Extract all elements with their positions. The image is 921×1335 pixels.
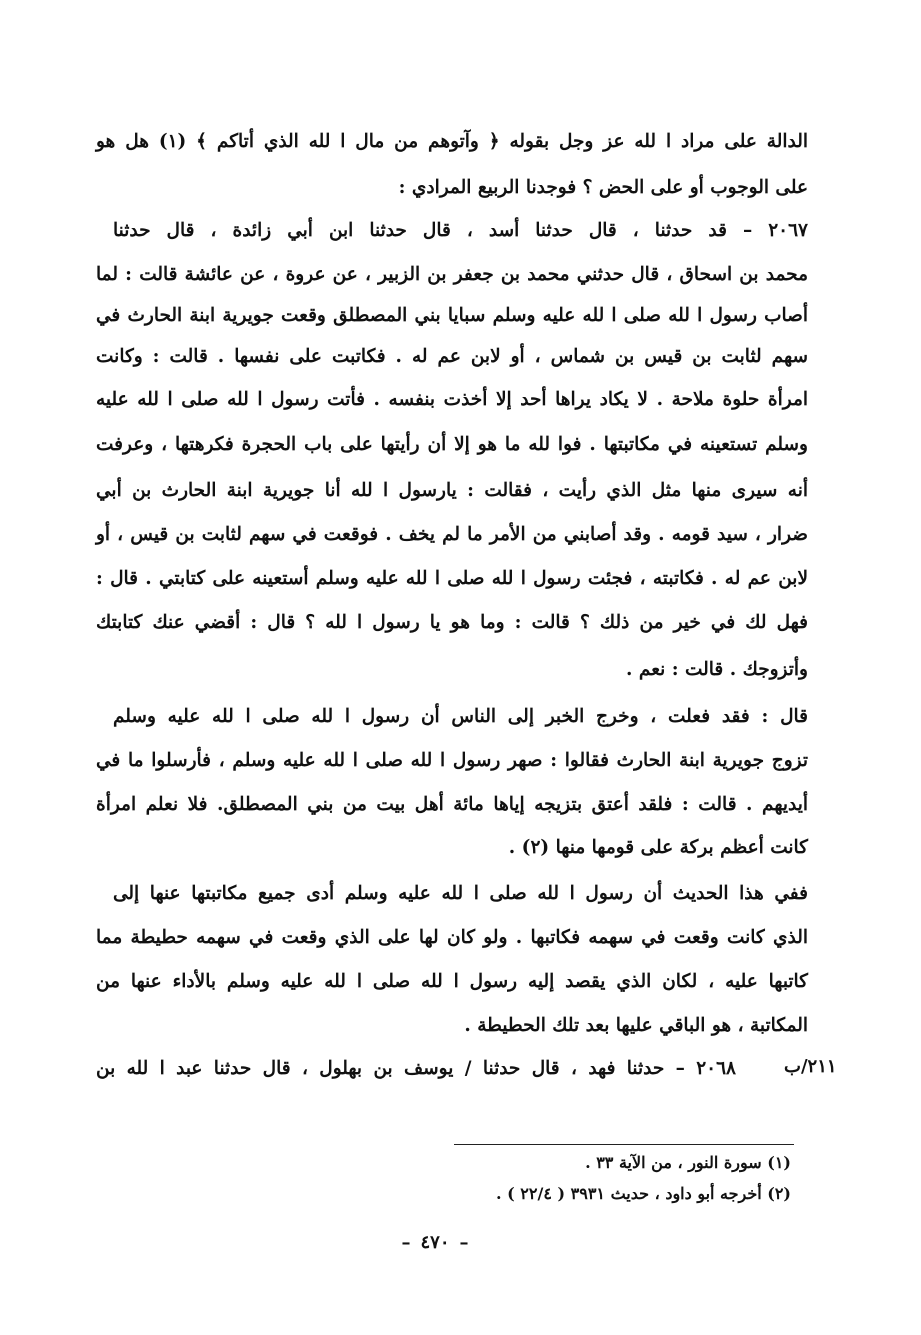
page-number: [380, 1232, 490, 1253]
hadith-2068-start: ٢٠٦٨ – حدثنا فهد ، قال حدثنا / يوسف بن بهلول ، قال حدثنا عبد ا لله بن: [96, 1058, 736, 1079]
footnote-separator: [454, 1144, 794, 1145]
text-line-12: فهل لك في خير من ذلك ؟ قالت : وما هو يا رسول ا لله ؟ قال : أقضي عنك كتابتك: [96, 612, 808, 633]
text-line-16: أيديهم . قالت : فلقد أعتق بتزيجه إياها مائة أهل بيت من بني المصطلق. فلا نعلم امرأة: [96, 794, 808, 815]
text-line-15: تزوج جويرية ابنة الحارث فقالوا : صهر رسول ا لله صلى ا لله عليه وسلم ، فأرسلوا ما في: [96, 750, 808, 771]
text-line-11: لابن عم له . فكاتبته ، فجئت رسول ا لله صلى ا لله عليه وسلم أستعينه على كتابتي . قال :: [96, 568, 808, 589]
dash-decoration: –: [401, 1232, 411, 1253]
text-line-9: أنه سيرى منها مثل الذي رأيت ، فقالت : يارسول ا لله أنا جويرية ابنة الحارث بن أبي: [96, 480, 808, 501]
text-line-20: كاتبها عليه ، لكان الذي يقصد إليه رسول ا لله صلى ا لله عليه وسلم بالأداء عنها من: [96, 971, 808, 992]
manuscript-folio-note: ٢١١/ب: [784, 1056, 837, 1077]
text-line-19: الذي كانت وقعت في سهمه فكاتبها . ولو كان لها على الذي وقعت في سهمه حطيطة مما: [96, 927, 808, 948]
text-line-8: وسلم تستعينه في مكاتبتها . فوا لله ما هو إلا أن رأيتها على باب الحجرة فكرهتها ، وعرفت: [96, 434, 808, 455]
hadith-2067-start: ٢٠٦٧ – قد حدثنا ، قال حدثنا أسد ، قال حدثنا ابن أبي زائدة ، قال حدثنا: [113, 220, 808, 241]
footnote-1: (١) سورة النور ، من الآية ٣٣ .: [585, 1153, 791, 1172]
page-number-value: ٤٧٠: [420, 1232, 450, 1253]
text-line-6: سهم لثابت بن قيس بن شماس ، أو لابن عم له . فكاتبت على نفسها . قالت : وكانت: [96, 346, 808, 367]
text-line-4: محمد بن اسحاق ، قال حدثني محمد بن جعفر بن الزبير ، عن عروة ، عن عائشة قالت : لما: [96, 264, 808, 285]
text-line-14: قال : فقد فعلت ، وخرج الخبر إلى الناس أن رسول ا لله صلى ا لله عليه وسلم: [113, 706, 808, 727]
text-line-17: كانت أعظم بركة على قومها منها (٢) .: [508, 837, 808, 858]
text-line-2: على الوجوب أو على الحض ؟ فوجدنا الربيع المرادي :: [398, 177, 808, 198]
footnote-2: (٢) أخرجه أبو داود ، حديث ٣٩٣١ ( ٢٢/٤ ) .: [496, 1184, 791, 1203]
text-line-1: الدالة على مراد ا لله عز وجل بقوله ﴿ وآتوهم من مال ا لله الذي أتاكم ﴾ (١) هل هو: [96, 131, 808, 152]
text-line-7: امرأة حلوة ملاحة . لا يكاد يراها أحد إلا أخذت بنفسه . فأتت رسول ا لله صلى ا لله عليه: [96, 389, 808, 410]
text-line-18: ففي هذا الحديث أن رسول ا لله صلى ا لله عليه وسلم أدى جميع مكاتبتها عنها إلى: [113, 883, 808, 904]
text-line-5: أصاب رسول ا لله صلى ا لله عليه وسلم سبايا بني المصطلق وقعت جويرية ابنة الحارث في: [96, 305, 808, 326]
text-line-21: المكاتبة ، هو الباقي عليها بعد تلك الحطيطة .: [464, 1015, 808, 1036]
text-line-13: وأتزوجك . قالت : نعم .: [626, 659, 808, 680]
dash-decoration: –: [459, 1232, 469, 1253]
text-line-10: ضرار ، سيد قومه . وقد أصابني من الأمر ما لم يخف . فوقعت في سهم لثابت بن قيس ، أو: [96, 524, 808, 545]
